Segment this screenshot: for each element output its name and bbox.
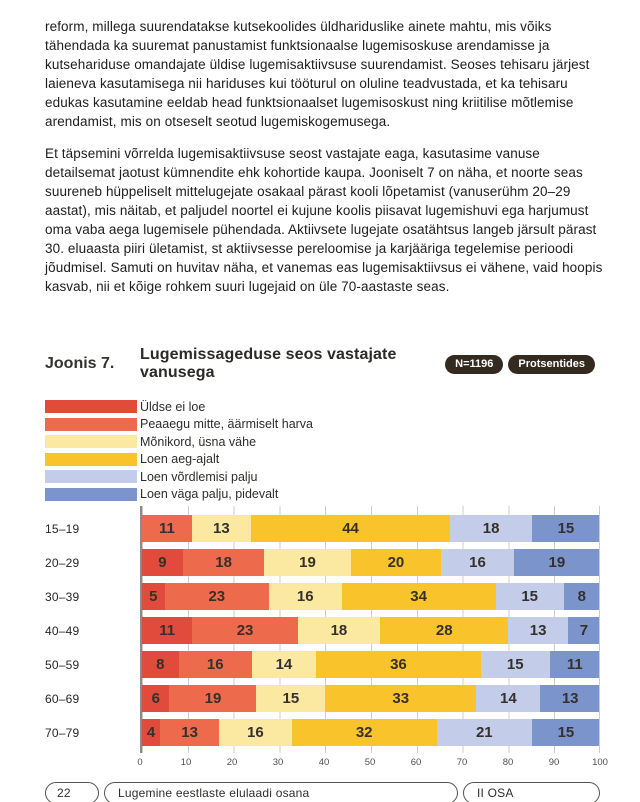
y-axis-labels [45, 506, 140, 753]
body-text [45, 17, 603, 296]
bar-segment: 16 [219, 719, 292, 746]
bar-segment: 11 [142, 617, 192, 644]
bar-row [142, 685, 600, 712]
bar-row [142, 651, 600, 678]
x-tick-label: 90 [548, 757, 560, 768]
bar-segment: 18 [450, 515, 532, 542]
bar-segment: 15 [532, 719, 600, 746]
bar-segment: 18 [183, 549, 265, 576]
x-tick-label: 100 [592, 757, 608, 768]
legend-label: Loen väga palju, pidevalt [140, 487, 279, 502]
bar-segment: 23 [192, 617, 297, 644]
bar-segment: 8 [142, 651, 179, 678]
stacked-bar-chart [45, 506, 608, 769]
category-label: 15–19 [45, 521, 80, 536]
bar-segment: 33 [325, 685, 476, 712]
page-number-pill [45, 782, 99, 802]
legend-item [45, 468, 600, 486]
legend-label: Mõnikord, üsna vähe [140, 434, 257, 449]
bar-segment: 5 [142, 583, 165, 610]
bar-segment: 23 [165, 583, 269, 610]
bar-segment: 13 [508, 617, 568, 644]
legend-item [45, 416, 600, 434]
x-axis [137, 755, 608, 769]
bar-segment: 6 [142, 685, 169, 712]
bar-segment: 11 [550, 651, 600, 678]
bar-segment: 36 [316, 651, 481, 678]
bar-segment: 19 [514, 549, 600, 576]
bar-segment: 13 [540, 685, 600, 712]
legend-label: Loen võrdlemisi palju [140, 469, 258, 484]
legend-label: Loen aeg-ajalt [140, 452, 220, 467]
legend-swatch [45, 453, 137, 466]
legend-item [45, 451, 600, 469]
page-number: 22 [57, 786, 71, 800]
legend-swatch [45, 470, 137, 483]
unit-badge: Protsentides [508, 355, 595, 374]
x-tick-label: 80 [502, 757, 514, 768]
bar-segment: 15 [496, 583, 564, 610]
bar-segment: 19 [264, 549, 350, 576]
x-tick-label: 50 [364, 757, 376, 768]
category-label: 60–69 [45, 691, 80, 706]
part-pill [463, 782, 600, 802]
x-tick-label: 40 [318, 757, 330, 768]
bar-segment: 16 [269, 583, 342, 610]
legend-label: Peaaegu mitte, äärmiselt harva [140, 417, 314, 432]
bar-segment: 19 [169, 685, 256, 712]
legend-swatch [45, 488, 137, 501]
bar-row [142, 719, 600, 746]
legend-swatch [45, 418, 137, 431]
bar-segment: 9 [142, 549, 183, 576]
bar-segment: 4 [142, 719, 160, 746]
category-label: 40–49 [45, 623, 80, 638]
category-label: 50–59 [45, 657, 80, 672]
bar-segment: 16 [179, 651, 252, 678]
figure-title: Lugemissageduse seos vastajate vanusega [140, 346, 397, 381]
legend-swatch [45, 435, 137, 448]
chart-body [45, 506, 600, 753]
legend-item [45, 398, 600, 416]
chart-plot [140, 506, 600, 753]
bar-segment: 14 [252, 651, 316, 678]
bar-segment: 15 [256, 685, 325, 712]
legend-label: Üldse ei loe [140, 399, 206, 414]
bar-segment: 8 [564, 583, 600, 610]
section-title-pill [104, 782, 458, 802]
legend-swatch [45, 400, 137, 413]
legend-item [45, 433, 600, 451]
bar-segment: 7 [568, 617, 600, 644]
bar-segment: 11 [142, 515, 192, 542]
bar-segment: 44 [251, 515, 451, 542]
figure-header [45, 346, 600, 382]
legend-item [45, 486, 600, 504]
bar-row [142, 617, 600, 644]
sample-size-badge: N=1196 [445, 355, 503, 374]
bar-segment: 16 [441, 549, 514, 576]
bar-segment: 18 [298, 617, 380, 644]
bar-segment: 13 [192, 515, 251, 542]
bar-segment: 32 [292, 719, 437, 746]
bar-segment: 34 [342, 583, 496, 610]
category-label: 30–39 [45, 589, 80, 604]
category-label: 20–29 [45, 555, 80, 570]
figure-number: Joonis 7. [45, 355, 115, 372]
x-tick-label: 30 [272, 757, 284, 768]
bar-segment: 21 [437, 719, 532, 746]
bar-row [142, 515, 600, 542]
x-tick-label: 10 [180, 757, 192, 768]
x-tick-label: 70 [456, 757, 468, 768]
bar-segment: 13 [160, 719, 219, 746]
paragraph: reform, millega suurendatakse kutsekoolides üldhariduslike ainete mahtu, mis võiks tähendada ka suuremat panustamist funktsionaalse lugemisoskuse arendamisse ja kutsehariduse omandajate üldise lugemisaktiivsuse suurendamist. Seoses tehisaru järjest laieneva kasutamisega nii hariduses kui tööturul on oluline teadvustada, et ka tehisaru edukas kasutamine eeldab head funktsionaalset lugemisoskust ning kriitilise mõtlemise arendamist, mis on otseselt seotud lugemiskogemusega. [45, 19, 590, 129]
part-label: II OSA [477, 786, 514, 800]
category-label: 70–79 [45, 725, 80, 740]
section-title: Lugemine eestlaste elulaadi osana [118, 786, 310, 800]
x-tick-label: 20 [226, 757, 238, 768]
bar-segment: 28 [380, 617, 508, 644]
bar-segment: 20 [351, 549, 442, 576]
bar-row [142, 583, 600, 610]
bar-segment: 15 [532, 515, 600, 542]
bar-row [142, 549, 600, 576]
paragraph: Et täpsemini võrrelda lugemisaktiivsuse seost vastajate eaga, kasutasime vanuse detailsemat jaotust kümnendite ehk kohortide kaupa. Jooniselt 7 on näha, et noorte seas suureneb hüppeliselt mittelugejate osakaal pärast kooli lõpetamist (vanuserühm 20–29 aastat), mis näitab, et paljudel noortel ei kujune koolis piisavat lugemishuvi ega harjumust oma vaba aega lugemisele pühendada. Aktiivsete lugejate osatähtsus langeb järsult pärast 30. eluaasta piiri ületamist, st aktiivsesse pereloomise ja karjääriga tegelemise perioodi jõudmisel. Samuti on huvitav näha, et vanemas eas lugemisaktiivsus ei vähene, vaid hoopis kasvab, nii et kõige rohkem suuri lugejaid on üle 70-aastaste seas. [45, 146, 603, 294]
page-footer [45, 782, 600, 802]
x-tick-label: 0 [137, 757, 143, 768]
x-tick-label: 60 [410, 757, 422, 768]
bar-segment: 15 [481, 651, 550, 678]
chart-legend [45, 398, 600, 503]
bar-segment: 14 [476, 685, 540, 712]
